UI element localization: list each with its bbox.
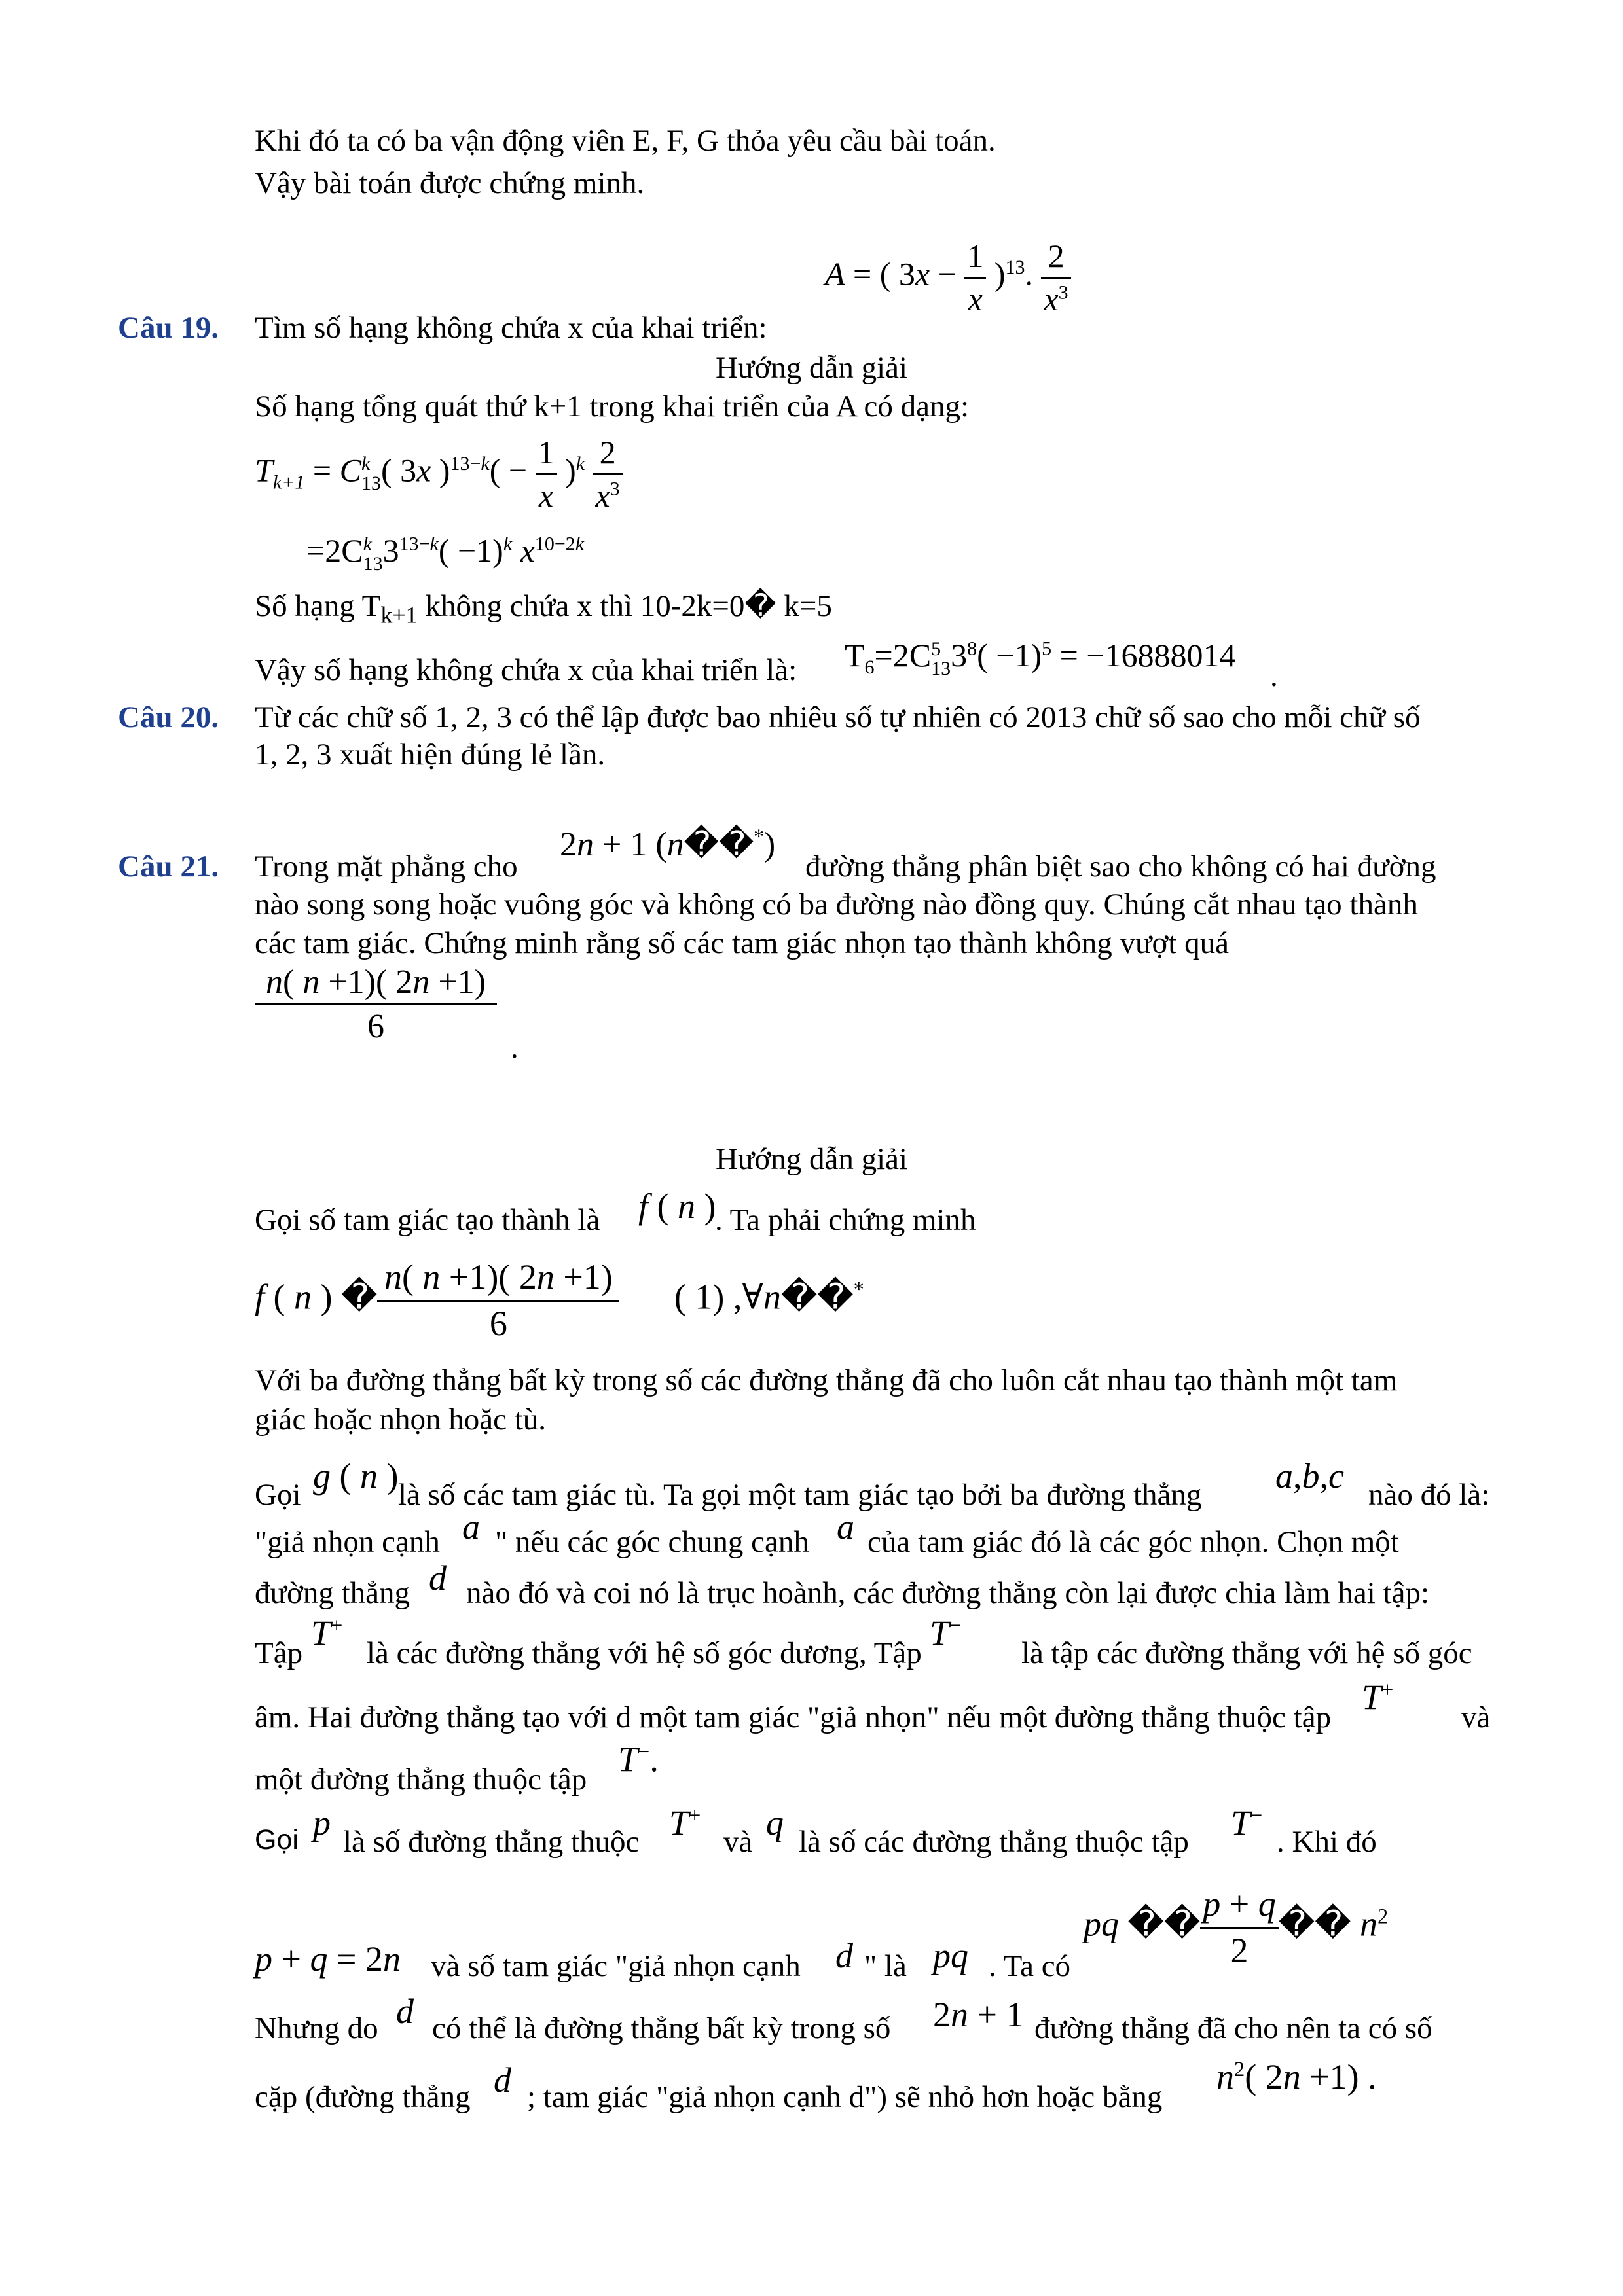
q21-p9-b: là số đường thẳng thuộc	[343, 1825, 640, 1859]
q21-p9-d: là số các đường thẳng thuộc tập	[799, 1825, 1189, 1859]
intro-line-2: Vậy bài toán được chứng minh.	[255, 166, 645, 200]
q21-p3-a: Gọi	[255, 1478, 301, 1512]
q21-label: Câu 21.	[118, 850, 219, 884]
q21-text-line-3: các tam giác. Chứng minh rằng số các tam giác nhọn tạo thành không vượt quá	[255, 926, 1230, 960]
q21-q-1: q	[766, 1803, 784, 1842]
q21-n2-bound: $n^2$( 2n +1) .	[1216, 2057, 1377, 2096]
q21-bound-fraction: $\frac{n( n +1)( 2n +1)}{6}$	[255, 961, 497, 1048]
q21-d-4: d	[494, 2060, 511, 2100]
q21-text-pre: Trong mặt phẳng cho	[255, 850, 518, 884]
q21-p8-a: một đường thẳng thuộc tập	[255, 1763, 587, 1797]
q19-label: Câu 19.	[118, 311, 219, 345]
q21-p10-b: và số tam giác "giả nhọn cạnh	[431, 1949, 801, 1983]
q21-p-1: p	[313, 1803, 331, 1842]
q21-tminus-3: T−	[1231, 1803, 1263, 1842]
q21-guide-title: Hướng dẫn giải	[715, 1142, 908, 1176]
q21-dot: .	[511, 1031, 519, 1065]
q21-p10-c: " là	[864, 1949, 907, 1983]
q19-tk-line-2: =2C k 13 $3^{13-k}( -1)^k$ $x^{10-2k}$	[306, 532, 585, 575]
formula-A: A = ( 3x − $\frac{1}{x}$ )$^{13}$. $\frac{2}{x^3}$	[825, 236, 1071, 319]
q21-inequality-1: f ( n ) � $\frac{n( n +1)( 2n +1)}{6}$ ( 1) ,∀n��*	[255, 1255, 864, 1346]
q19-tk-line-1: $T_{k+1} = C$ k 13 ( 3x )$^{13-k}$( − $\frac{1}{x}$ )$^k$ $\frac{2}{x^3}$	[255, 432, 623, 516]
q19-general-term-intro: Số hạng tổng quát thứ k+1 trong khai triển của A có dạng:	[255, 389, 970, 423]
q21-pq-bound: pq �� $\frac{p + q}{2}$ �� $n^2$	[1084, 1882, 1388, 1973]
q21-p6-c: là tập các đường thẳng với hệ số góc	[1021, 1636, 1472, 1670]
q21-p5-b: nào đó và coi nó là trục hoành, các đường thẳng còn lại được chia làm hai tập:	[466, 1576, 1429, 1610]
q21-p12-a: cặp (đường thẳng	[255, 2080, 471, 2114]
q20-label: Câu 20.	[118, 700, 219, 734]
q21-a-2: a	[837, 1507, 854, 1547]
q21-tminus-1: T−	[930, 1613, 962, 1653]
q21-p5-a: đường thẳng	[255, 1576, 410, 1610]
q21-gn: g ( n )	[313, 1456, 399, 1496]
q19-conclusion: Vậy số hạng không chứa x của khai triển là:	[255, 653, 797, 687]
q21-p4-a: "giả nhọn cạnh	[255, 1525, 440, 1559]
q19-answer: $T_6=2C$ 5 13 $3^8( -1)^5 = -16888014$	[845, 637, 1236, 679]
q21-p11-a: Nhưng do	[255, 2011, 378, 2045]
q21-d-3: d	[396, 1992, 414, 2031]
q21-p6-b: là các đường thẳng với hệ số góc dương, Tập	[367, 1636, 922, 1670]
intro-line-1: Khi đó ta có ba vận động viên E, F, G thỏa yêu cầu bài toán.	[255, 124, 996, 158]
q21-text-line-2: nào song song hoặc vuông góc và không có ba đường nào đồng quy. Chúng cắt nhau tạo thành	[255, 888, 1418, 922]
q21-p1-post: . Ta phải chứng minh	[715, 1203, 976, 1237]
q21-p12-b: ; tam giác "giả nhọn cạnh d") sẽ nhỏ hơn hoặc bằng	[527, 2080, 1163, 2114]
q21-p4-c: của tam giác đó là các góc nhọn. Chọn một	[867, 1525, 1399, 1559]
q21-p1-pre: Gọi số tam giác tạo thành là	[255, 1203, 600, 1237]
q21-p6-a: Tập	[255, 1636, 303, 1670]
q19-prompt: Tìm số hạng không chứa x của khai triển:	[255, 311, 767, 345]
q21-p4-b: " nếu các góc chung cạnh	[495, 1525, 809, 1559]
q21-d-1: d	[429, 1558, 447, 1598]
q21-tplus-2: T+	[1362, 1677, 1394, 1717]
q21-abc: a,b,c	[1275, 1456, 1344, 1496]
q21-tplus-3: T+	[669, 1803, 701, 1842]
q21-p10-d: . Ta có	[989, 1949, 1071, 1983]
q21-p3-b: là số các tam giác tù. Ta gọi một tam giác tạo bởi ba đường thẳng	[398, 1478, 1202, 1512]
q21-p11-c: đường thẳng đã cho nên ta có số	[1034, 2011, 1432, 2045]
q19-condition: Số hạng $T_{k+1}$ không chứa x thì 10-2k=0� k=5	[255, 588, 832, 628]
q21-formula-lines: 2n + 1 (n��*)	[560, 825, 776, 864]
q19-guide-title: Hướng dẫn giải	[715, 351, 908, 385]
q21-fn: f ( n )	[638, 1187, 716, 1226]
q21-a-1: a	[462, 1507, 480, 1547]
q21-p9-a: Gọi	[255, 1824, 299, 1856]
q21-p7-a: âm. Hai đường thẳng tạo với d một tam giác "giả nhọn" nếu một đường thẳng thuộc tập	[255, 1700, 1332, 1734]
q20-text-line-2: 1, 2, 3 xuất hiện đúng lẻ lần.	[255, 738, 606, 772]
q21-2n-plus-1: 2n + 1	[933, 1995, 1024, 2034]
q19-dot: .	[1270, 659, 1278, 693]
q21-p11-b: có thể là đường thẳng bất kỳ trong số	[432, 2011, 891, 2045]
q21-tplus-1: T+	[311, 1613, 343, 1653]
q20-text-line-1: Từ các chữ số 1, 2, 3 có thể lập được bao nhiêu số tự nhiên có 2013 chữ số sao cho mỗi chữ số	[255, 700, 1421, 734]
q21-d-2: d	[835, 1936, 853, 1975]
q21-p9-c: và	[723, 1825, 753, 1859]
q21-p2-line-1: Với ba đường thẳng bất kỳ trong số các đường thẳng đã cho luôn cắt nhau tạo thành một tam	[255, 1363, 1398, 1397]
q21-text-post: đường thẳng phân biệt sao cho không có hai đường	[805, 850, 1436, 884]
q21-p7-b: và	[1461, 1700, 1491, 1734]
q21-tminus-2: T−.	[618, 1740, 659, 1779]
q21-p9-e: . Khi đó	[1277, 1825, 1377, 1859]
q21-p3-c: nào đó là:	[1368, 1478, 1490, 1512]
q21-p-plus-q: p + q = 2n	[255, 1939, 401, 1979]
q21-p2-line-2: giác hoặc nhọn hoặc tù.	[255, 1403, 547, 1437]
q21-pq: pq	[933, 1936, 968, 1975]
